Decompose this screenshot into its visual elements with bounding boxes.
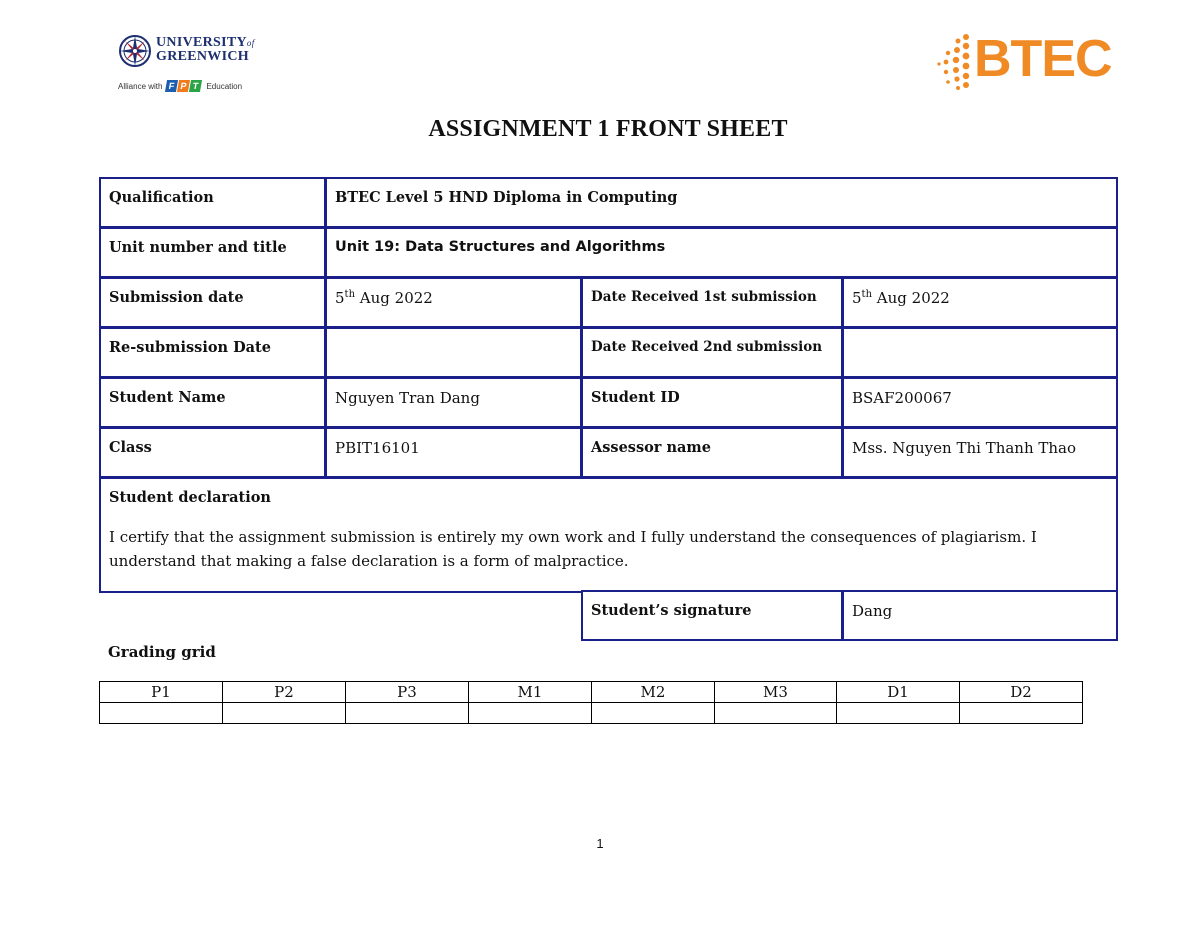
student-name-value: Nguyen Tran Dang (335, 389, 480, 407)
date-received-1-value: 5th Aug 2022 (852, 289, 950, 307)
qualification-label: Qualification (109, 189, 214, 206)
unit-label-cell (99, 227, 326, 278)
date-received-1-label: Date Received 1st submission (591, 289, 817, 305)
qualification-label-cell (99, 177, 326, 228)
assessor-value-cell (842, 427, 1118, 478)
fpt-letter-t: T (189, 80, 202, 92)
date-received-2-label: Date Received 2nd submission (591, 339, 823, 355)
submission-date-value-cell (325, 277, 582, 328)
signature-label: Student’s signature (591, 602, 752, 619)
date-received-1-value-cell (842, 277, 1118, 328)
grade-header-m2: M2 (591, 681, 715, 703)
grade-header-p2: P2 (222, 681, 346, 703)
grade-value-m3 (714, 702, 837, 724)
compass-rose-icon (118, 34, 152, 68)
btec-dots-icon (936, 33, 974, 91)
grade-value-p1 (99, 702, 223, 724)
grade-value-d2 (959, 702, 1083, 724)
assessor-label: Assessor name (591, 439, 711, 456)
submission-date-label: Submission date (109, 289, 244, 306)
class-label-cell (99, 427, 326, 478)
grade-value-p2 (222, 702, 346, 724)
resubmission-label: Re-submission Date (109, 339, 271, 356)
student-name-label: Student Name (109, 389, 226, 406)
resubmission-label-cell (99, 327, 326, 378)
student-id-label-cell (581, 377, 843, 428)
btec-logo (936, 30, 1122, 91)
grade-value-m2 (591, 702, 715, 724)
class-value: PBIT16101 (335, 439, 420, 457)
unit-label: Unit number and title (109, 239, 287, 256)
signature-value: Dang (852, 602, 893, 620)
grading-grid-label: Grading grid (108, 643, 216, 661)
class-label: Class (109, 439, 152, 456)
grade-header-d2: D2 (959, 681, 1083, 703)
greenwich-wordmark: UNIVERSITYof GREENWICH (156, 35, 255, 64)
btec-wordmark: BTEC (974, 30, 1112, 88)
declaration-cell (99, 477, 1118, 592)
grade-header-m1: M1 (468, 681, 592, 703)
qualification-value-cell (325, 177, 1118, 228)
student-id-value: BSAF200067 (852, 389, 952, 407)
student-name-label-cell (99, 377, 326, 428)
grade-header-d1: D1 (836, 681, 960, 703)
alliance-text: Alliance with (118, 81, 163, 91)
declaration-text: I certify that the assignment submission is entirely my own work and I fully understand the consequences of plagiarism. I understand that making a false declaration is a form of malpractice. (109, 528, 1037, 570)
grade-header-p3: P3 (345, 681, 469, 703)
grade-value-m1 (468, 702, 592, 724)
student-name-value-cell (325, 377, 582, 428)
qualification-value: BTEC Level 5 HND Diploma in Computing (335, 189, 678, 206)
date-received-1-label-cell (581, 277, 843, 328)
date-received-2-value-cell (842, 327, 1118, 378)
assessor-value: Mss. Nguyen Thi Thanh Thao (852, 439, 1077, 457)
submission-date-value: 5th Aug 2022 (335, 289, 433, 307)
grade-header-p1: P1 (99, 681, 223, 703)
unit-value-cell (325, 227, 1118, 278)
page-title: ASSIGNMENT 1 FRONT SHEET (428, 116, 788, 142)
grade-value-d1 (836, 702, 960, 724)
declaration-bottom-border (99, 591, 582, 593)
assessor-label-cell (581, 427, 843, 478)
alliance-row (118, 80, 242, 92)
student-id-value-cell (842, 377, 1118, 428)
class-value-cell (325, 427, 582, 478)
education-text: Education (206, 81, 243, 91)
unit-value: Unit 19: Data Structures and Algorithms (335, 239, 666, 255)
signature-value-cell (842, 590, 1118, 641)
grade-header-m3: M3 (714, 681, 837, 703)
date-received-2-label-cell (581, 327, 843, 378)
declaration-heading: Student declaration (109, 489, 271, 506)
resubmission-value-cell (325, 327, 582, 378)
signature-label-cell (581, 590, 843, 641)
submission-date-label-cell (99, 277, 326, 328)
fpt-letter-f: F (165, 80, 178, 92)
fpt-letter-p: P (177, 80, 190, 92)
page-number: 1 (596, 836, 604, 851)
grade-value-p3 (345, 702, 469, 724)
student-id-label: Student ID (591, 389, 680, 406)
greenwich-logo (118, 34, 255, 94)
